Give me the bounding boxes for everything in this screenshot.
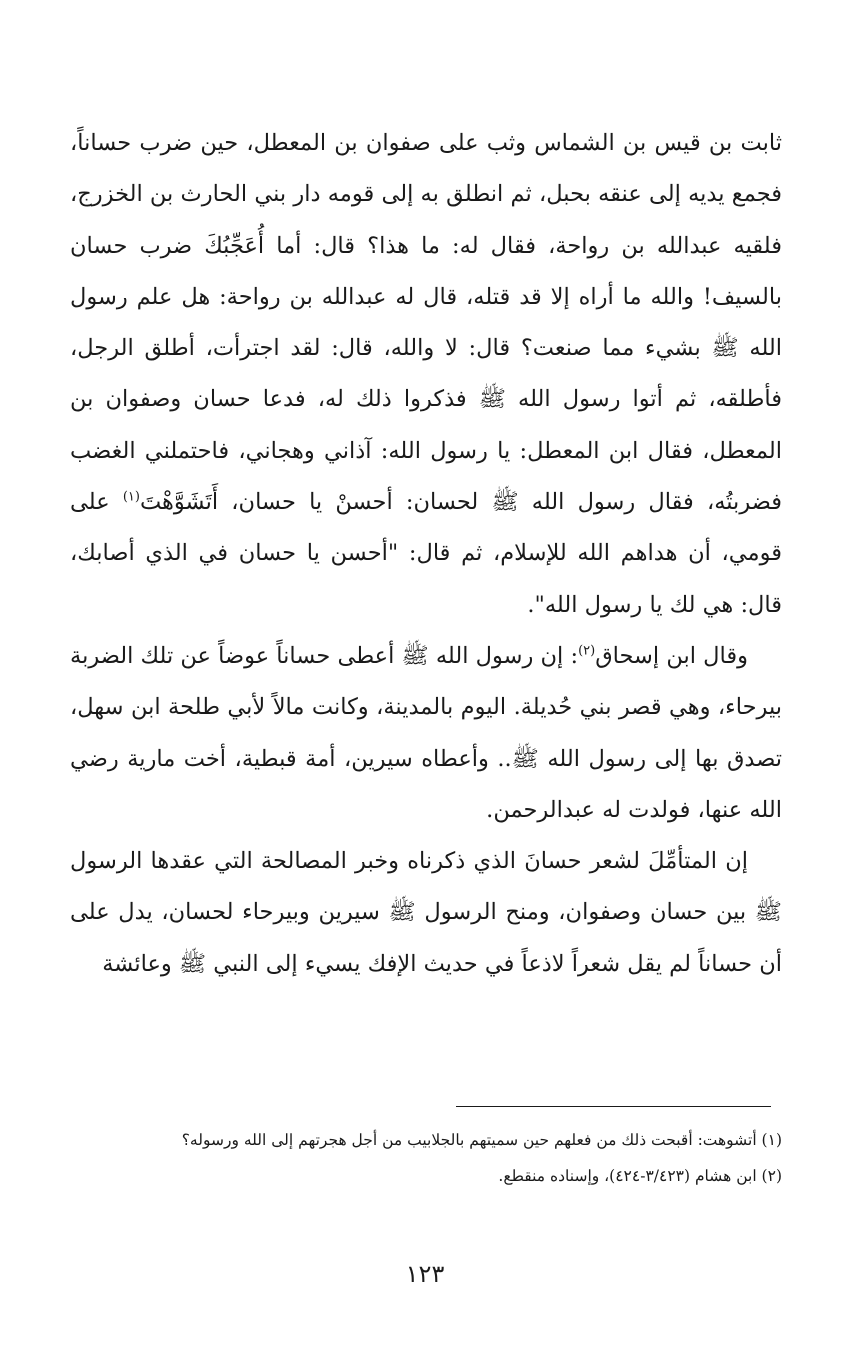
footnote: (٢) ابن هشام (٣/٤٢٣-٤٢٤)، وإسناده منقطع. (498, 1167, 782, 1185)
page-number: ١٢٣ (405, 1260, 445, 1288)
paragraph-text: ثابت بن قيس بن الشماس وثب على صفوان بن المعطل، حين ضرب حساناً، فجمع يديه إلى عنقه بحبل، ثم انطلق به إلى قومه دار بني الحارث بن الخزرج، فلقيه عبدالله بن رواحة، فقال له: ما هذا؟ قال: أما أُعَجِّبُكَ ضرب حسان بالسيف! والله ما أراه إلا قد قتله، قال له عبدالله بن رواحة: هل علم رسول الله ﷺ بشيء مما صنعت؟ قال: لا والله، قال: لقد اجترأت، أطلق الرجل، فأطلقه، ثم أتوا رسول الله ﷺ فذكروا ذلك له، فدعا حسان وصفوان بن المعطل، فقال ابن المعطل: يا رسول الله: آذاني وهجاني، فاحتملني الغضب فضربتُه، فقال رسول الله ﷺ لحسان: أحسنْ يا حسان، أَتَشَوَّهْتَ (70, 130, 782, 516)
paragraph (70, 631, 782, 836)
main-text (70, 118, 782, 990)
footnotes (70, 1122, 782, 1194)
footnote-marker: (٢) (578, 643, 596, 659)
paragraph (70, 836, 782, 990)
footnote: (١) أتشوهت: أقبحت ذلك من فعلهم حين سميتهم بالجلابيب من أجل هجرتهم إلى الله ورسوله؟ (181, 1131, 782, 1149)
paragraph-text: على قومي، أن هداهم الله للإسلام، ثم قال: "أحسن يا حسان في الذي أصابك، قال: هي لك يا رسول الله". (70, 489, 782, 618)
paragraph-text: وقال ابن إسحاق (595, 642, 748, 669)
paragraph-text: : إن رسول الله ﷺ أعطى حساناً عوضاً عن تلك الضربة بيرحاء، وهي قصر بني حُديلة. اليوم بالمدينة، وكانت مالاً لأبي طلحة ابن سهل، تصدق بها إلى رسول الله ﷺ.. وأعطاه سيرين، أمة قبطية، أخت مارية رضي الله عنها، فولدت له عبدالرحمن. (70, 642, 782, 823)
footnote-divider (456, 1106, 771, 1107)
paragraph (70, 118, 782, 631)
footnote-marker: (١) (122, 489, 140, 505)
paragraph-text: إن المتأمِّلَ لشعر حسانَ الذي ذكرناه وخبر المصالحة التي عقدها الرسول ﷺ بين حسان وصفوان، ومنح الرسول ﷺ سيرين وبيرحاء لحسان، يدل على أن حساناً لم يقل شعراً لاذعاً في حديث الإفك يسيء إلى النبي ﷺ وعائشة (70, 848, 782, 977)
